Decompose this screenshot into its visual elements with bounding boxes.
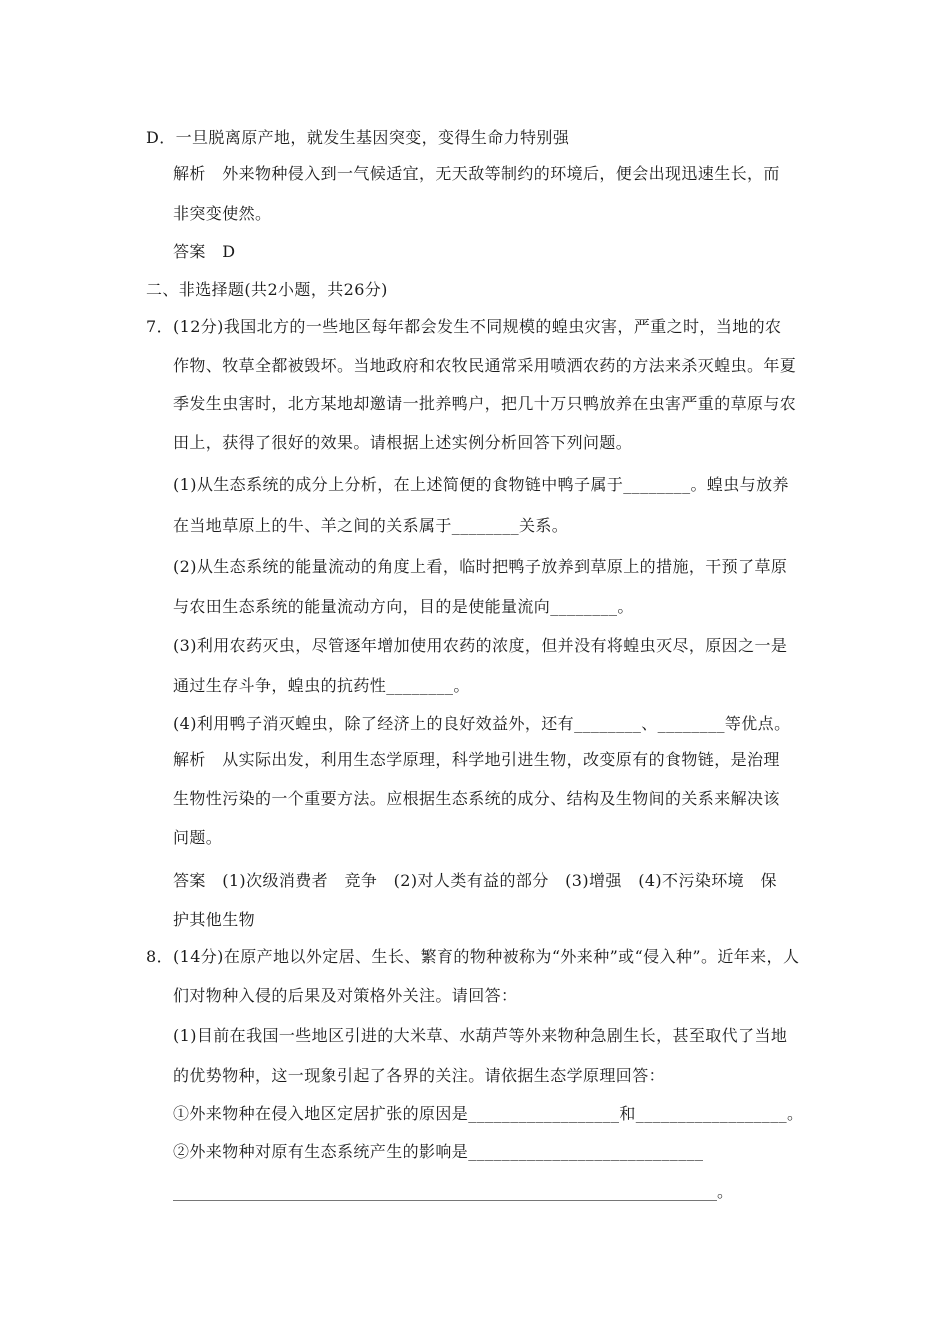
analysis-text: 问题。 [173,828,223,847]
subquestion-text: (1)目前在我国一些地区引进的大米草、水葫芦等外来物种急剧生长，甚至取代了当地 [173,1026,788,1045]
question-8-text: 8．(14分)在原产地以外定居、生长、繁育的物种被称为“外来种”或“侵入种”。近年来，人 [146,947,800,966]
answer-text: 护其他生物 [173,910,256,929]
subquestion-text: (4)利用鸭子消灭蝗虫，除了经济上的良好效益外，还有________、________等优点。 [173,714,791,733]
option-d: D．一旦脱离原产地，就发生基因突变，变得生命力特别强 [146,128,570,147]
subquestion-text: (1)从生态系统的成分上分析，在上述简便的食物链中鸭子属于________。蝗虫与放养 [173,475,789,494]
analysis-text: 生物性污染的一个重要方法。应根据生态系统的成分、结构及生物间的关系来解决该 [173,789,780,808]
section-heading: 二、非选择题(共2小题，共26分) [146,280,388,299]
question-7-text: 田上，获得了很好的效果。请根据上述实例分析回答下列问题。 [173,433,633,452]
answer-blank-line[interactable]: ____________________________________________________________________。 [173,1182,733,1201]
subquestion-text: ②外来物种对原有生态系统产生的影响是____________________________ [173,1142,704,1161]
subquestion-text: 在当地草原上的牛、羊之间的关系属于________关系。 [173,516,569,535]
subquestion-text: ①外来物种在侵入地区定居扩张的原因是__________________和__________________。 [173,1104,804,1123]
analysis-text: 解析 从实际出发，利用生态学原理，科学地引进生物，改变原有的食物链，是治理 [173,750,780,769]
question-7-text: 7．(12分)我国北方的一些地区每年都会发生不同规模的蝗虫灾害，严重之时，当地的农 [146,317,782,336]
answer-text: 答案 D [173,242,236,261]
subquestion-text: (2)从生态系统的能量流动的角度上看，临时把鸭子放养到草原上的措施，干预了草原 [173,557,788,576]
analysis-text: 非突变使然。 [173,204,272,223]
subquestion-text: 的优势物种，这一现象引起了各界的关注。请依据生态学原理回答： [173,1066,666,1085]
question-7-text: 作物、牧草全都被毁坏。当地政府和农牧民通常采用喷洒农药的方法来杀灭蝗虫。年夏 [173,356,797,375]
subquestion-text: 通过生存斗争，蝗虫的抗药性________。 [173,676,470,695]
answer-text: 答案 (1)次级消费者 竞争 (2)对人类有益的部分 (3)增强 (4)不污染环境 保 [173,871,777,890]
question-8-text: 们对物种入侵的后果及对策格外关注。请回答： [173,986,518,1005]
question-7-text: 季发生虫害时，北方某地却邀请一批养鸭户，把几十万只鸭放养在虫害严重的草原与农 [173,394,797,413]
subquestion-text: (3)利用农药灭虫，尽管逐年增加使用农药的浓度，但并没有将蝗虫灭尽，原因之一是 [173,636,788,655]
subquestion-text: 与农田生态系统的能量流动方向，目的是使能量流向________。 [173,597,634,616]
analysis-text: 解析 外来物种侵入到一气候适宜，无天敌等制约的环境后，便会出现迅速生长，而 [173,164,780,183]
